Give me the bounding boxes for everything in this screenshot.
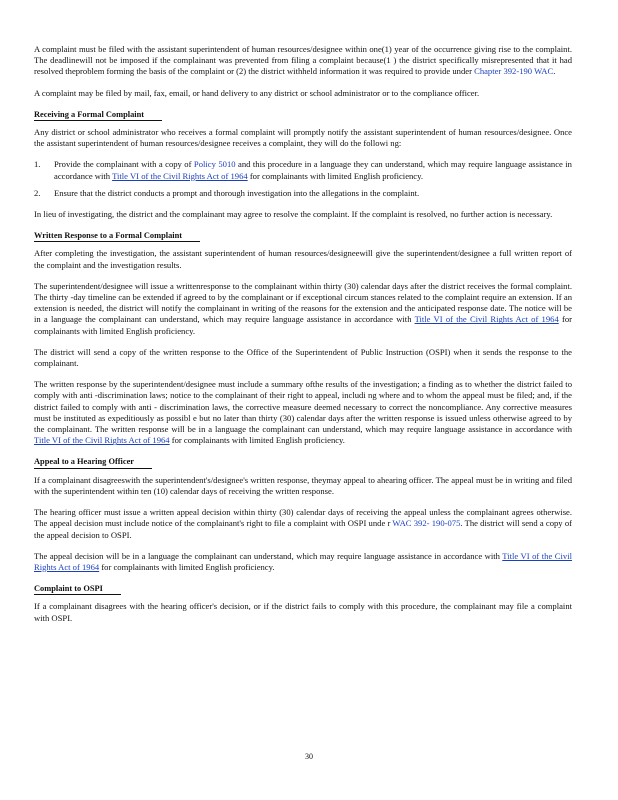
list-item: 1. Provide the complainant with a copy of Policy 5010 and this procedure in a language they can understand, which may require language assistance in accordance with Title VI of the Civil Rights Act of 1964 for complainants with limited English proficiency.: [34, 159, 572, 181]
list-number: 2.: [34, 187, 41, 198]
list-number: 1.: [34, 159, 41, 170]
wac-392-190-075-link[interactable]: WAC 392- 190-075: [392, 518, 461, 529]
page-number: 30: [305, 752, 313, 761]
title-vi-link[interactable]: Title VI of the Civil Rights Act of 1964: [34, 435, 170, 446]
heading-receiving-formal-complaint: Receiving a Formal Complaint: [34, 109, 162, 121]
heading-written-response: Written Response to a Formal Complaint: [34, 230, 200, 242]
document-page: [34, 44, 572, 634]
title-vi-link[interactable]: Title VI of the Civil Rights Act of 1964: [112, 170, 248, 181]
paragraph-resolution: In lieu of investigating, the district and the complainant may agree to resolve the complaint. If the complaint is resolved, no further action is necessary.: [34, 209, 553, 220]
title-vi-link[interactable]: Title VI of the Civil Rights Act of 1964: [34, 550, 572, 572]
list-item: 2. Ensure that the district conducts a prompt and thorough investigation into the allegations in the complaint.: [34, 187, 420, 198]
steps-list: [34, 159, 572, 199]
heading-appeal-hearing-officer: Appeal to a Hearing Officer: [34, 456, 152, 468]
chapter-392-190-wac-link[interactable]: Chapter 392-190 WAC: [474, 66, 554, 77]
paragraph-filing-deadline: A complaint must be filed with the assistant superintendent of human resources/designee within one(1) year of the occurrence giving rise to the complaint. The deadlinewill not be imposed if the complainant was prevented from filing a complaint because(1 ) the district specifically misrepresented that it had resolved theproblem forming the basis of the complaint or (2) the district withheld information it was required to provide under Chapter 392-190 WAC.: [34, 44, 572, 77]
title-vi-link[interactable]: Title VI of the Civil Rights Act of 1964: [414, 314, 559, 325]
paragraph-ospi-copy: The district will send a copy of the written response to the Office of the Superintendent of Public Instruction (OSPI) when it sends the response to the complainant.: [34, 346, 572, 369]
paragraph-complaint-ospi: If a complainant disagrees with the hearing officer's decision, or if the district fails to comply with this procedure, the complainant may file a complaint with OSPI.: [34, 601, 572, 623]
paragraph-response-contents: The written response by the superintendent/designee must include a summary ofthe results of the investigation; a finding as to whether the district failed to comply with anti -discrimination laws; notice to the complainant of their right to appeal, includi ng where and to whom the appeal must be filed; and, if the district failed to comply with anti - discrimination laws, the corrective measure deemed necessary to correct the noncompliance. Any corrective measures must be instituted as expeditiously as possibl e but no later than thirty (30) calendar days after the written response is issued unless otherwise agreed to by the complainant. The written response will be in a language the complainant can understand, which may require language assistance in accordance with Title VI of the Civil Rights Act of 1964 for complainants with limited English proficiency.: [34, 379, 572, 446]
paragraph-investigation-report: After completing the investigation, the assistant superintendent of human resources/designeewill give the superintendent/designee a full written report of the complaint and the investigation results.: [34, 248, 572, 270]
heading-complaint-to-ospi: Complaint to OSPI: [34, 583, 121, 595]
paragraph-receiving: Any district or school administrator who receives a formal complaint will promptly notify the assistant superintendent of human resources/designee. Once the assistant superintendent of human resources/designee receives a complaint, they will do the followi ng:: [34, 127, 572, 149]
paragraph-appeal: If a complainant disagreeswith the superintendent's/designee's written response, theymay appeal to ahearing officer. The appeal must be in writing and filed with the superintendent within ten (10) calendar days of receiving the written response.: [34, 474, 572, 496]
paragraph-appeal-decision: The hearing officer must issue a written appeal decision within thirty (30) calendar days of receiving the appeal unless the complainant agrees otherwise. The appeal decision must include notice of the complainant's right to file a complaint with OSPI unde r WAC 392- 190-075. The district will send a copy of the appeal decision to OSPI.: [34, 507, 572, 540]
policy-5010-link[interactable]: Policy 5010: [193, 159, 236, 170]
paragraph-filing-methods: A complaint may be filed by mail, fax, email, or hand delivery to any district or school administrator or to the compliance officer.: [34, 87, 480, 98]
paragraph-appeal-language: The appeal decision will be in a language the complainant can understand, which may require language assistance in accordance with Title VI of the Civil Rights Act of 1964 for complainants with limited English proficiency.: [34, 550, 572, 572]
paragraph-written-response-timeline: The superintendent/designee will issue a writtenresponse to the complainant within thirty (30) calendar days after the district receives the formal complaint. The thirty -day timeline can be extended if agreed to by the complainant or if exceptional circum stances related to the complaint require an extension. If an extension is needed, the district will notify the complainant in writing of the reasons for the extension and the anticipated response date. The notice will be in a language the complainant can understand, which may require language assistance in accordance with Title VI of the Civil Rights Act of 1964 for complainants with limited English proficiency.: [34, 280, 572, 336]
